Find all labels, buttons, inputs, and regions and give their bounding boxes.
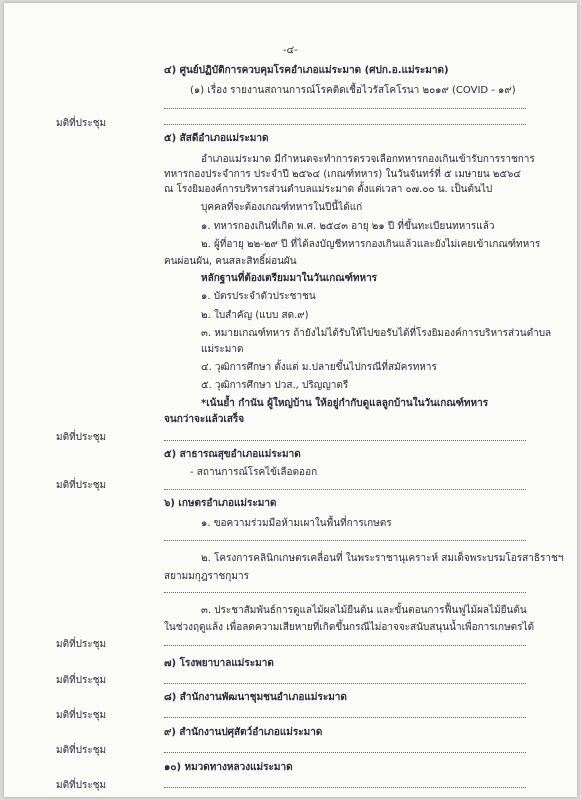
fill-line xyxy=(164,683,526,684)
fill-line xyxy=(164,108,526,109)
meeting-resolution-label: มติที่ประชุม xyxy=(56,639,107,650)
section-6-item-3-line-2: ในช่วงฤดูแล้ง เพื่อลดความเสียหายที่เกิดขึ้นกรณีไม่อาจจะสนับสนุนน้ำเพื่อการเกษตรได้ xyxy=(164,622,535,633)
section-10-heading: ๑๐) หมวดทางหลวงแม่ระมาด xyxy=(164,762,293,773)
section-5-who-1: ๑. ทหารกองเกินที่เกิด พ.ศ. ๒๕๔๓ อายุ ๒๑ ปี ที่ขึ้นทะเบียนทหารแล้ว xyxy=(201,221,495,232)
section-5-note-line-2: จนกว่าจะแล้วเสร็จ xyxy=(164,414,245,425)
section-5-para-line-3: ณ โรงยิมองค์การบริหารส่วนตำบลแม่ระมาด ตั้งแต่เวลา ๐๗.๐๐ น. เป็นต้นไป xyxy=(164,184,493,195)
page-number: -๔- xyxy=(283,45,298,56)
section-9-heading: ๙) สำนักงานปศุสัตว์อำเภอแม่ระมาด xyxy=(164,727,323,738)
fill-line xyxy=(164,440,526,441)
meeting-resolution-label: มติที่ประชุม xyxy=(56,745,107,756)
section-5-doc-2: ๒. ใบสำคัญ (แบบ สด.๙) xyxy=(201,310,309,321)
section-5-doc-3-line-2: แม่ระมาด xyxy=(201,344,244,355)
section-6-item-2-line-1: ๒. โครงการคลินิกเกษตรเคลื่อนที่ ในพระราชานุเคราะห์ สมเด็จพระบรมโอรสาธิราชฯ xyxy=(201,553,564,564)
meeting-resolution-label: มติที่ประชุม xyxy=(56,675,107,686)
meeting-resolution-label: มติที่ประชุม xyxy=(56,710,107,721)
fill-line xyxy=(164,752,526,753)
section-health-heading: ๕) สาธารณสุขอำเภอแม่ระมาด xyxy=(164,449,301,460)
section-5-para-line-2: ทหารกองประจำการ ประจำปี ๒๕๖๔ (เกณฑ์ทหาร) ในวันจันทร์ที่ ๕ เมษายน ๒๕๖๔ xyxy=(164,169,521,180)
section-8-heading: ๘) สำนักงานพัฒนาชุมชนอำเภอแม่ระมาด xyxy=(164,692,347,703)
section-5-doc-5: ๕. วุฒิการศึกษา ปวส., ปริญญาตรี xyxy=(201,380,349,391)
fill-line xyxy=(164,489,526,490)
section-health-item-1: - สถานการณ์โรคไข้เลือดออก xyxy=(190,467,318,478)
section-7-heading: ๗) โรงพยาบาลแม่ระมาด xyxy=(164,658,274,669)
section-5-who-2-line-1: ๒. ผู้ที่อายุ ๒๒-๒๙ ปี ที่ได้ลงบัญชีทหารกองเกินแล้วและยังไม่เคยเข้าเกณฑ์ทหาร xyxy=(201,239,541,250)
fill-line xyxy=(164,592,526,593)
section-6-item-3-line-1: ๓. ประชาสัมพันธ์การดูแลไม้ผลไม้ยืนต้น และขั้นตอนการฟื้นฟูไม้ผลไม้ยืนต้น xyxy=(201,605,527,616)
meeting-resolution-label: มติที่ประชุม xyxy=(56,432,107,443)
section-6-heading: ๖) เกษตรอำเภอแม่ระมาด xyxy=(164,498,277,509)
section-5-docs-heading: หลักฐานที่ต้องเตรียมมาในวันเกณฑ์ทหาร xyxy=(201,273,378,284)
section-5-heading: ๕) สัสดีอำเภอแม่ระมาด xyxy=(164,133,269,144)
section-4-heading: ๔) ศูนย์ปฏิบัติการควบคุมโรคอำเภอแม่ระมาด (ศปก.อ.แม่ระมาด) xyxy=(164,65,449,76)
section-5-para-line-1: อำเภอแม่ระมาด มีกำหนดจะทำการตรวจเลือกทหารกองเกินเข้ารับการราชการ xyxy=(201,154,535,165)
meeting-resolution-label: มติที่ประชุม xyxy=(56,118,107,129)
section-6-item-2-line-2: สยามมกุฎราชกุมาร xyxy=(164,571,249,582)
fill-line xyxy=(164,645,526,646)
section-5-note-line-1: *เน้นย้ำ กำนัน ผู้ใหญ่บ้าน ให้อยู่กำกับดูแลลูกบ้านในวันเกณฑ์ทหาร xyxy=(201,398,489,409)
fill-line xyxy=(164,717,526,718)
section-4-item-1: (๑) เรื่อง รายงานสถานการณ์โรคติดเชื้อไวรัสโคโรนา ๒๐๑๙ (COVID - ๑๙) xyxy=(190,85,516,96)
fill-line xyxy=(164,787,526,788)
meeting-resolution-label: มติที่ประชุม xyxy=(56,780,107,791)
section-5-who-label: บุคคลที่จะต้องเกณฑ์ทหารในปีนี้ได้แก่ xyxy=(201,202,363,213)
meeting-resolution-label: มติที่ประชุม xyxy=(56,480,107,491)
fill-line xyxy=(164,124,526,125)
fill-line xyxy=(164,540,526,541)
section-5-doc-3-line-1: ๓. หมายเกณฑ์ทหาร ถ้ายังไม่ได้รับให้ไปขอรับได้ที่โรงยิมองค์การบริหารส่วนตำบล xyxy=(201,328,552,339)
section-6-item-1: ๑. ขอความร่วมมือห้ามเผาในพื้นที่การเกษตร xyxy=(201,518,392,529)
section-5-doc-4: ๔. วุฒิการศึกษา ตั้งแต่ ม.ปลายขึ้นไปกรณีที่สมัครทหาร xyxy=(201,362,437,373)
section-5-doc-1: ๑. บัตรประจำตัวประชาชน xyxy=(201,291,316,302)
section-5-who-2-line-2: คนผ่อนผัน, คนสละสิทธิ์ผ่อนผัน xyxy=(164,256,297,267)
